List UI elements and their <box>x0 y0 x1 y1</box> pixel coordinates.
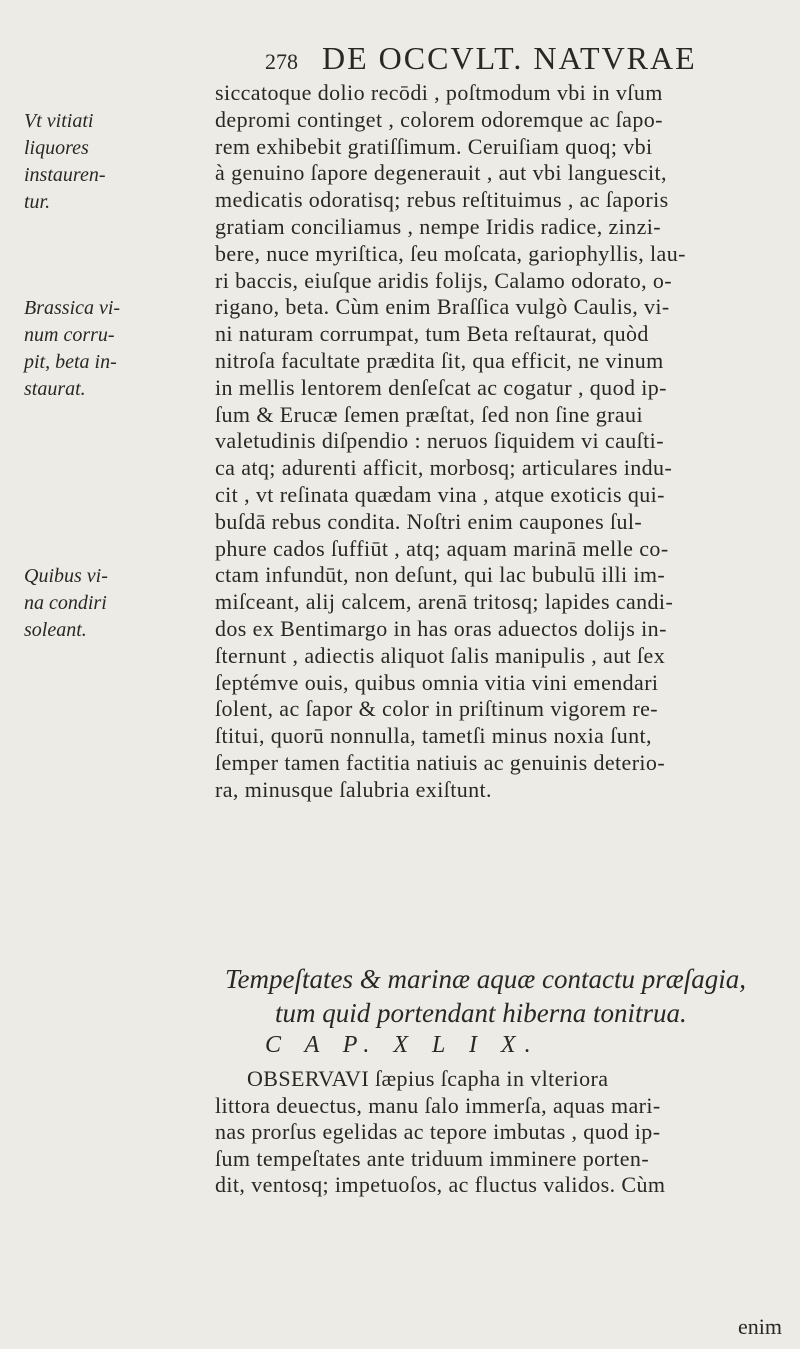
text-line: ri baccis, eiuſque aridis folijs, Calamo odorato, o- <box>215 267 673 293</box>
margin-note-line: Brassica vi- <box>24 297 121 319</box>
text-line: dit, ventosq; impetuoſos, ac fluctus validos. Cùm <box>215 1172 666 1198</box>
text-line: à genuino ſapore degenerauit , aut vbi languescit, <box>215 160 667 186</box>
text-line: ſum tempeſtates ante triduum imminere porten- <box>215 1145 650 1171</box>
text-line: ni naturam corrumpat, tum Beta reſtaurat, quòd <box>215 321 649 347</box>
margin-note-3 <box>24 563 214 644</box>
margin-note-line: tur. <box>24 191 51 213</box>
margin-note-line: instauren- <box>24 164 106 186</box>
margin-note-line: na condiri <box>24 592 107 614</box>
text-line: ſum & Erucæ ſemen præſtat, ſed non ſine graui <box>215 401 643 427</box>
running-header <box>265 40 795 77</box>
text-line: OBSERVAVI ſæpius ſcapha in vlteriora <box>247 1066 609 1091</box>
text-line: ſtitui, quorū nonnulla, tametſi minus noxia ſunt, <box>215 723 652 749</box>
text-line: gratiam conciliamus , nempe Iridis radice, zinzi- <box>215 213 661 239</box>
chapter-heading-line: tum quid portendant hiberna tonitrua. <box>275 998 687 1028</box>
margin-note-line: Quibus vi- <box>24 565 108 587</box>
margin-note-line: liquores <box>24 137 89 159</box>
page-number: 278 <box>265 49 298 74</box>
text-line: rem exhibebit gratiſſimum. Ceruiſiam quoq; vbi <box>215 133 653 159</box>
text-line: ſternunt , adiectis aliquot ſalis manipulis , aut ſex <box>215 642 666 668</box>
text-line: miſceant, alij calcem, arenā tritosq; lapides candi- <box>215 589 674 615</box>
text-line: nitroſa facultate prædita ſit, qua efficit, ne vinum <box>215 347 664 373</box>
text-line: ſeptémve ouis, quibus omnia vitia vini emendari <box>215 669 659 695</box>
text-line: buſdā rebus condita. Noſtri enim caupones ſul- <box>215 508 643 534</box>
chapter-number: C A P. X L I X. <box>265 1032 540 1058</box>
text-line: littora deuectus, manu ſalo immerſa, aquas mari- <box>215 1092 661 1118</box>
text-line: ra, minusque ſalubria exiſtunt. <box>215 776 492 802</box>
text-line: medicatis odoratisq; rebus reſtituimus , ac ſaporis <box>215 187 669 213</box>
text-line: rigano, beta. Cùm enim Braſſica vulgò Caulis, vi- <box>215 294 670 320</box>
margin-note-line: num corru- <box>24 324 115 346</box>
text-line: ſemper tamen factitia natiuis ac genuinis deterio- <box>215 749 666 775</box>
text-line: valetudinis diſpendio : neruos ſiquidem vi cauſti- <box>215 428 664 454</box>
catchword: enim <box>738 1314 782 1339</box>
main-text <box>215 80 795 804</box>
margin-note-line: soleant. <box>24 619 87 641</box>
margin-note-line: staurat. <box>24 378 86 400</box>
chapter-heading-line: Tempeſtates & marinæ aquæ contactu præſagia, <box>225 964 747 994</box>
chapter-text <box>215 1066 795 1199</box>
margin-note-line: pit, beta in- <box>24 351 117 373</box>
text-line: ſolent, ac ſapor & color in priſtinum vigorem re- <box>215 696 658 722</box>
text-line: bere, nuce myriſtica, ſeu moſcata, gariophyllis, lau- <box>215 240 686 266</box>
margin-note-line: Vt vitiati <box>24 110 94 132</box>
text-line: in mellis lentorem denſeſcat ac cogatur , quod ip- <box>215 374 667 400</box>
text-line: dos ex Bentimargo in has oras aduectos dolijs in- <box>215 615 667 641</box>
chapter-heading <box>205 962 795 1030</box>
text-line: ctam infundūt, non deſunt, qui lac bubulū illi im- <box>215 562 666 588</box>
margin-note-2 <box>24 295 214 403</box>
text-line: ca atq; adurenti afficit, morbosq; articulares indu- <box>215 455 673 481</box>
text-line: nas prorſus egelidas ac tepore imbutas , quod ip- <box>215 1119 661 1145</box>
text-line: depromi continget , colorem odoremque ac ſapo- <box>215 106 663 132</box>
text-line: cit , vt reſinata quædam vina , atque exoticis qui- <box>215 481 665 507</box>
text-line: phure cados ſuffiūt , atq; aquam marinā melle co- <box>215 535 669 561</box>
margin-note-1 <box>24 108 214 216</box>
text-line: siccatoque dolio recōdi , poſtmodum vbi in vſum <box>215 80 663 105</box>
running-title: DE OCCVLT. NATVRAE <box>322 40 697 76</box>
